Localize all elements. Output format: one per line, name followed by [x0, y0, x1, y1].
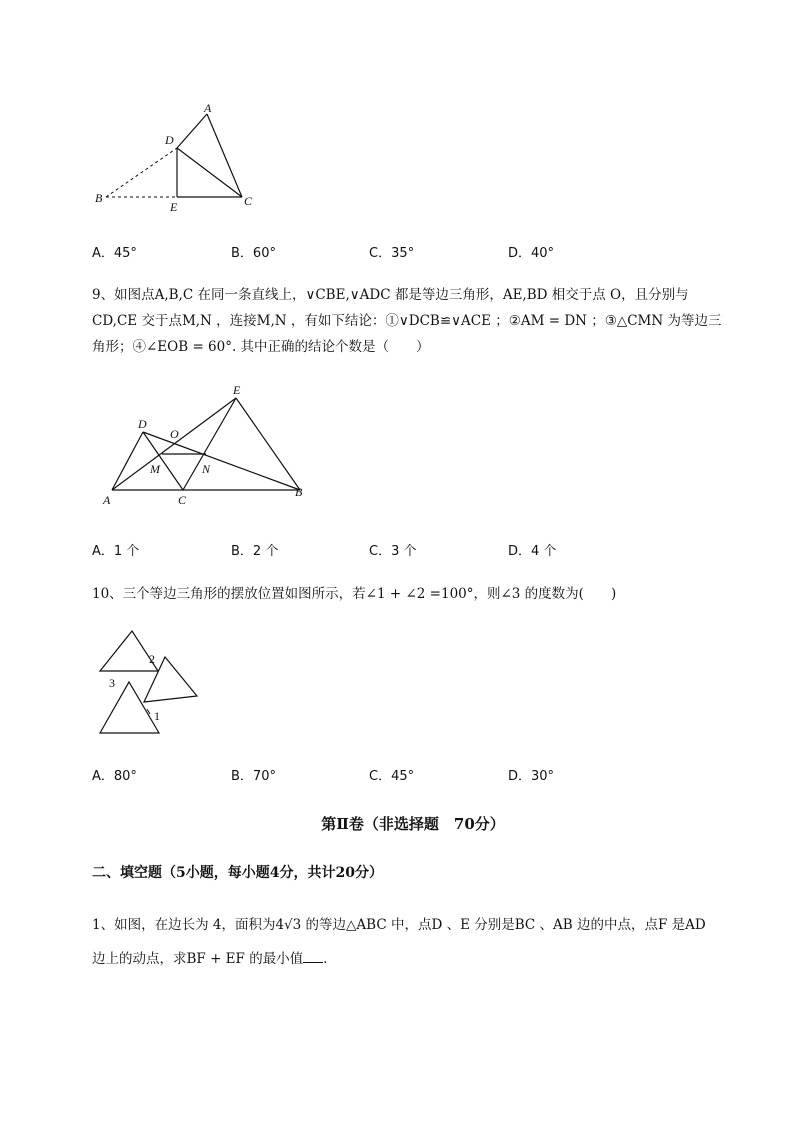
- q10-option-a: A．80°: [92, 769, 137, 784]
- q8-option-a: A．45°: [92, 246, 137, 261]
- q8-option-b: B．60°: [231, 246, 276, 261]
- q10-figure: [95, 625, 205, 740]
- q9-question-line1: 9、如图点A,B,C 在同一条直线上，∨CBE,∨ADC 都是等边三角形，AE,BD 相交于点 O，且分别与: [92, 287, 689, 303]
- q8-figure: [90, 100, 270, 215]
- q9-option-c: C．3 个: [369, 544, 417, 559]
- q10-label-1: 1: [154, 709, 160, 723]
- q9-label-m: M: [150, 462, 160, 476]
- q9-option-d: D．4 个: [508, 544, 557, 559]
- fill1-question-text: 边上的动点，求BF + EF 的最小值: [92, 951, 304, 967]
- q8-label-b: B: [95, 191, 103, 205]
- q9-label-n: N: [202, 462, 211, 476]
- q9-label-o: O: [170, 427, 179, 441]
- q9-option-b: B．2 个: [231, 544, 279, 559]
- fill1-question-line1: 1、如图，在边长为 4，面积为4√3 的等边△ABC 中，点D 、E 分别是BC 、AB 边的中点，点F 是AD: [92, 917, 706, 933]
- q9-label-a: A: [103, 493, 111, 507]
- q10-option-c: C．45°: [369, 769, 415, 784]
- q9-label-e: E: [233, 383, 241, 397]
- q10-question: 10、三个等边三角形的摆放位置如图所示，若∠1 + ∠2 =100°，则∠3 的度数为( ): [92, 586, 617, 602]
- q10-option-d: D．30°: [508, 769, 555, 784]
- q9-label-b: B: [295, 485, 303, 499]
- q9-option-a: A．1 个: [92, 544, 140, 559]
- q8-label-c: C: [244, 194, 253, 208]
- q8-option-d: D．40°: [508, 246, 555, 261]
- q9-label-c: C: [178, 493, 187, 507]
- q8-label-e: E: [170, 200, 178, 214]
- q8-label-a: A: [204, 101, 212, 115]
- q9-label-d: D: [138, 417, 147, 431]
- q8-label-d: D: [165, 133, 174, 147]
- answer-blank[interactable]: [303, 950, 323, 963]
- q9-question-line2: CD,CE 交于点M,N ，连接M,N ，有如下结论：①∨DCB≌∨ACE ；②AM = DN ；③△CMN 为等边三: [92, 313, 722, 329]
- fill1-question-end: ．: [323, 951, 337, 967]
- q10-option-b: B．70°: [231, 769, 276, 784]
- section-title: 第Ⅱ卷（非选择题 70分）: [321, 815, 505, 833]
- q9-figure: [95, 380, 315, 510]
- q10-label-3: 3: [109, 676, 115, 690]
- q10-label-2: 2: [149, 652, 155, 666]
- q8-option-c: C．35°: [369, 246, 415, 261]
- q9-question-line3: 角形；④∠EOB = 60°. 其中正确的结论个数是（ ）: [92, 339, 430, 355]
- fill-in-heading: 二、填空题（5小题，每小题4分，共计20分）: [92, 865, 383, 881]
- fill1-question-line2: [92, 947, 337, 967]
